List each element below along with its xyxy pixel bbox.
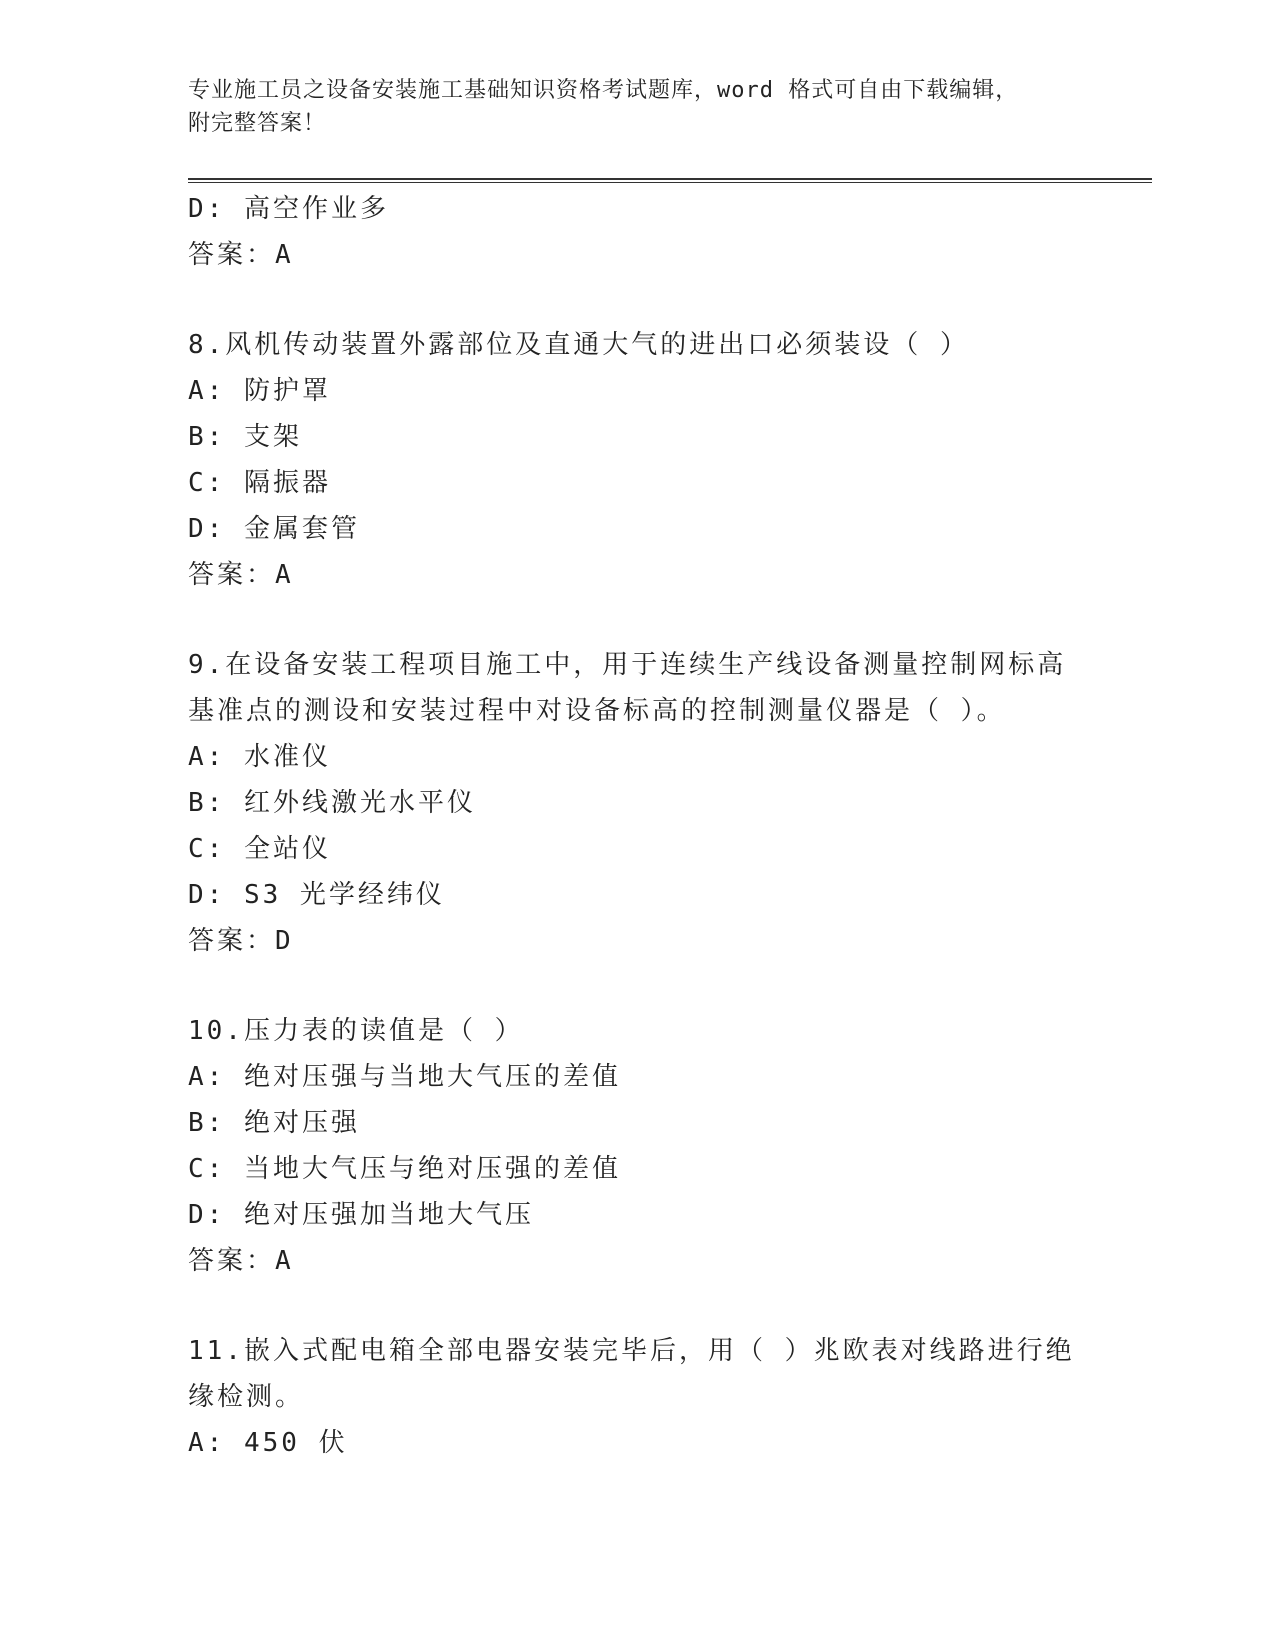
option-item: A: 水准仪	[188, 742, 331, 772]
question-list	[188, 186, 1088, 1466]
header-line-1: 专业施工员之设备安装施工基础知识资格考试题库，word 格式可自由下载编辑，	[188, 78, 1019, 103]
answer-label: 答案：	[188, 926, 276, 956]
answer-label: 答案：	[188, 560, 276, 590]
option-item: D: 高空作业多	[188, 194, 389, 224]
answer-value: A	[275, 240, 294, 270]
header-line-2: 附完整答案！	[188, 111, 327, 136]
answer-label: 答案：	[188, 1246, 276, 1276]
question-text: 10.压力表的读值是（ ）	[188, 1016, 524, 1046]
answer-label: 答案：	[188, 240, 276, 270]
answer-value: A	[275, 1246, 294, 1276]
header-divider	[188, 178, 1152, 183]
question-text: 9.在设备安装工程项目施工中，用于连续生产线设备测量控制网标高	[188, 650, 1067, 680]
question-text: 11.嵌入式配电箱全部电器安装完毕后，用（ ）兆欧表对线路进行绝	[188, 1336, 1075, 1366]
question-block-q7-tail	[188, 186, 1088, 278]
question-block-q9	[188, 642, 1088, 964]
option-item: D: 金属套管	[188, 514, 360, 544]
option-item: C: 全站仪	[188, 834, 331, 864]
option-item: C: 隔振器	[188, 468, 331, 498]
answer-line	[188, 232, 1088, 278]
answer-value: D	[275, 926, 294, 956]
question-text: 基准点的测设和安装过程中对设备标高的控制测量仪器是（ ）。	[188, 696, 1006, 726]
question-text: 8.风机传动装置外露部位及直通大气的进出口必须装设（ ）	[188, 330, 969, 360]
question-block-q10	[188, 1008, 1088, 1284]
question-block-q11	[188, 1328, 1088, 1466]
answer-line	[188, 1238, 1088, 1284]
option-item: B: 红外线激光水平仪	[188, 788, 476, 818]
answer-line	[188, 918, 1088, 964]
option-item: D: S3 光学经纬仪	[188, 880, 445, 910]
option-item: A: 防护罩	[188, 376, 331, 406]
question-block-q8	[188, 322, 1088, 598]
answer-value: A	[275, 560, 294, 590]
option-item: D: 绝对压强加当地大气压	[188, 1200, 534, 1230]
answer-line	[188, 552, 1088, 598]
option-item: B: 绝对压强	[188, 1108, 360, 1138]
option-item: B: 支架	[188, 422, 302, 452]
document-header	[188, 74, 1068, 140]
option-item: A: 450 伏	[188, 1428, 348, 1458]
option-item: C: 当地大气压与绝对压强的差值	[188, 1154, 621, 1184]
option-item: A: 绝对压强与当地大气压的差值	[188, 1062, 621, 1092]
question-text: 缘检测。	[188, 1382, 305, 1412]
